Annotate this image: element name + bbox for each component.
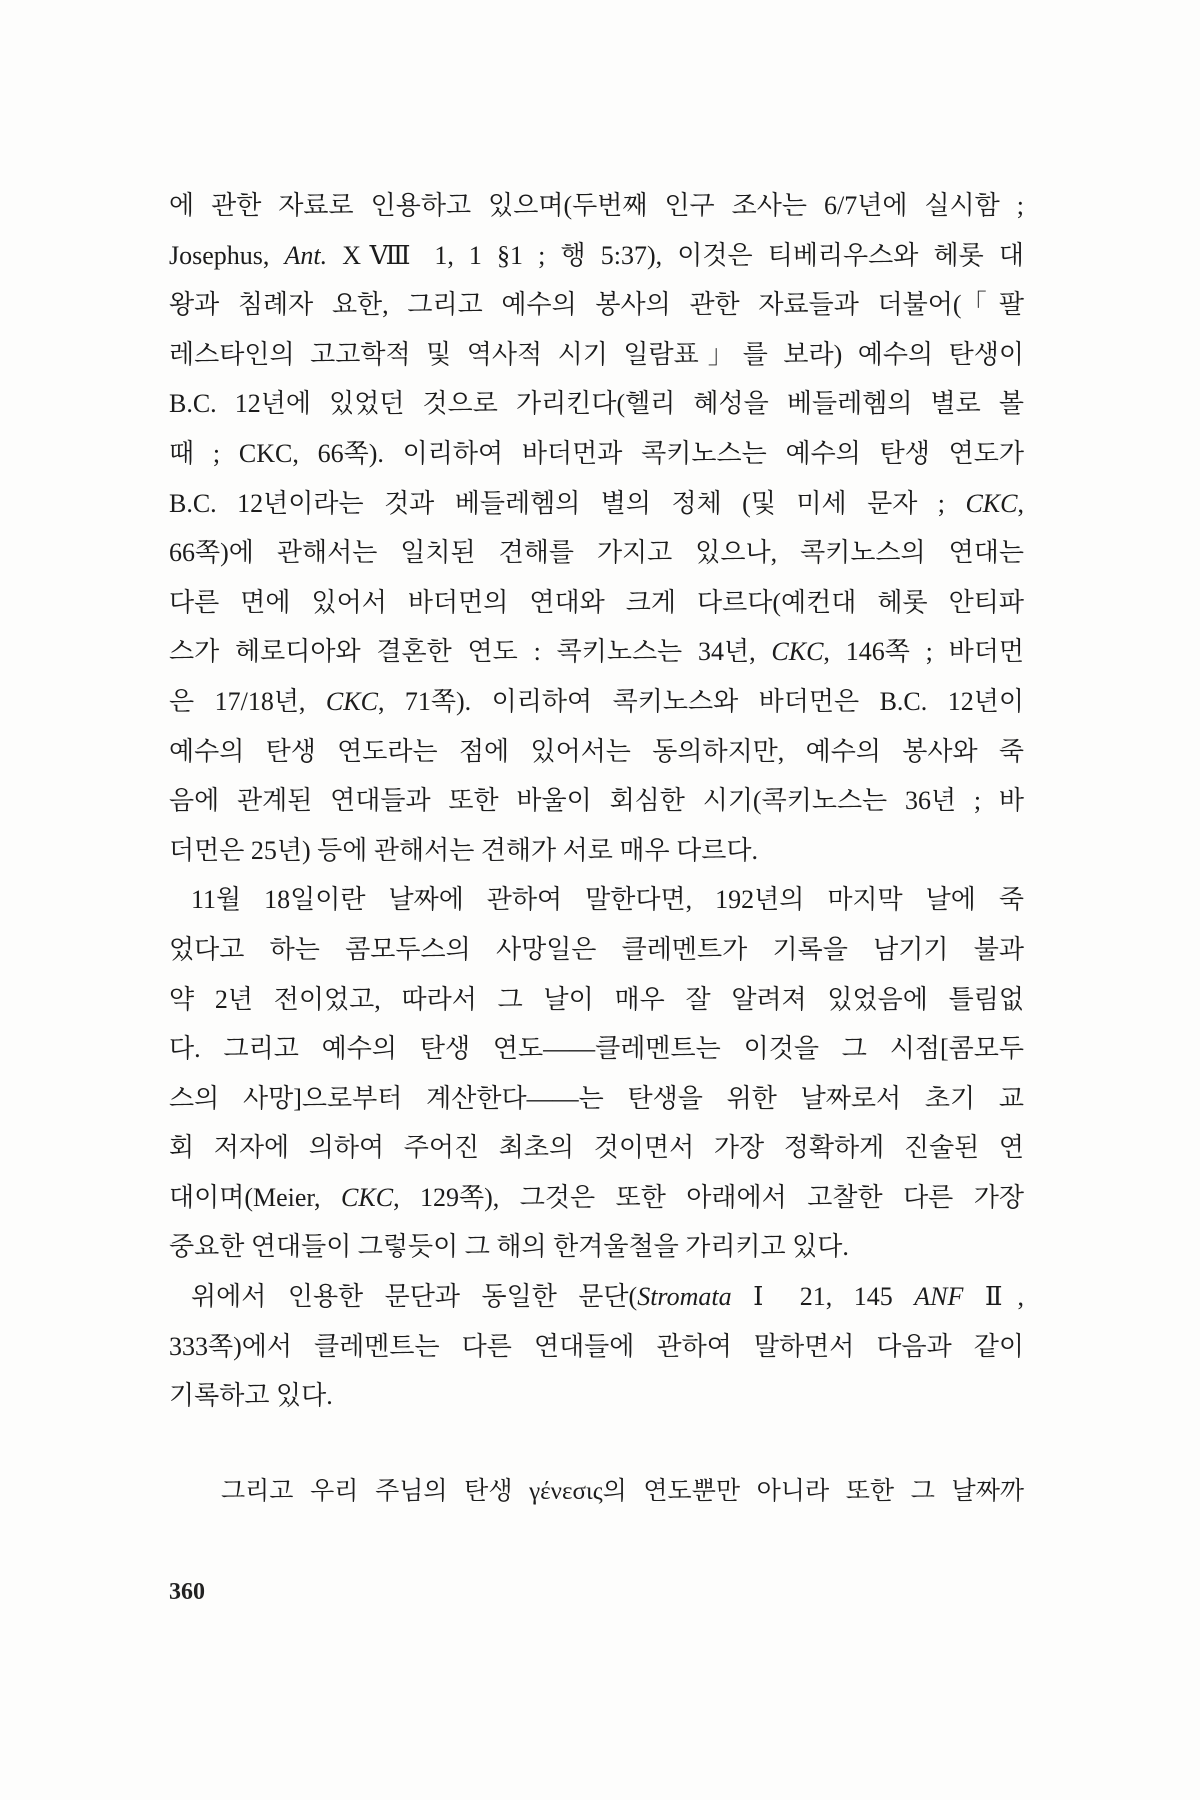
text-line [169, 1173, 1024, 1223]
italic-text-span: CKC [771, 637, 824, 667]
text-line [169, 1123, 1024, 1173]
text-line [169, 627, 1024, 677]
italic-text-span: Stromata [637, 1282, 732, 1312]
italic-text-span: CKC [341, 1182, 394, 1212]
text-span: 었다고 하는 콤모두스의 사망일은 클레멘트가 기록을 남기기 불과 [169, 934, 1024, 964]
text-span: 스의 사망]으로부터 계산한다——는 탄생을 위한 날짜로서 초기 교 [169, 1083, 1024, 1113]
text-span: 대이며(Meier, [169, 1182, 342, 1212]
text-line [169, 727, 1024, 777]
text-span: , 71쪽). 이리하여 콕키노스와 바더먼은 B.C. 12년이 [377, 686, 1024, 716]
text-span: 기록하고 있다. [169, 1381, 333, 1411]
text-span: Ⅱ, [963, 1282, 1024, 1312]
text-span: 그리고 우리 주님의 탄생 γένεσις의 연도뿐만 아니라 또한 그 날짜까 [221, 1478, 1024, 1505]
page-number: 360 [169, 1579, 205, 1605]
text-span: 다. 그리고 예수의 탄생 연도——클레멘트는 이것을 그 시점[콤모두 [169, 1034, 1024, 1064]
paragraph-continued [169, 181, 1024, 875]
text-span: 다른 면에 있어서 바더먼의 연대와 크게 다르다(예컨대 헤롯 안티파 [169, 587, 1024, 617]
text-span: 중요한 연대들이 그렇듯이 그 해의 한겨울철을 가리키고 있다. [169, 1232, 849, 1262]
italic-text-span: Ant. [284, 240, 328, 270]
text-span: 약 2년 전이었고, 따라서 그 날이 매우 잘 알려져 있었음에 틀림없 [169, 984, 1024, 1014]
text-span: 때 ; CKC, 66쪽). 이리하여 바더먼과 콕키노스는 예수의 탄생 연도가 [169, 438, 1024, 468]
text-line [169, 479, 1024, 529]
text-line [169, 578, 1024, 628]
text-line [169, 429, 1024, 479]
text-span: Ⅰ 21, 145 [731, 1282, 915, 1312]
text-span: 11월 18일이란 날짜에 관하여 말한다면, 192년의 마지막 날에 죽 [191, 885, 1024, 915]
text-span: 333쪽)에서 클레멘트는 다른 연대들에 관하여 말하면서 다음과 같이 [169, 1331, 1024, 1361]
text-line [169, 677, 1024, 727]
text-line [169, 1272, 1024, 1322]
text-line [169, 875, 1024, 925]
text-line [169, 1322, 1024, 1372]
text-span: 은 17/18년, [169, 686, 326, 716]
text-line [169, 330, 1024, 380]
italic-text-span: ANF [914, 1282, 964, 1312]
text-span: XⅧ 1, 1 §1 ; 행 5:37), 이것은 티베리우스와 헤롯 대 [327, 240, 1024, 270]
text-span: 에 관한 자료로 인용하고 있으며(두번째 인구 조사는 6/7년에 실시함 ; [169, 191, 1024, 220]
text-span: 회 저자에 의하여 주어진 최초의 것이면서 가장 정확하게 진술된 연 [169, 1133, 1024, 1163]
text-span: 66쪽)에 관해서는 일치된 견해를 가지고 있으나, 콕키노스의 연대는 [169, 538, 1024, 568]
text-line [169, 528, 1024, 578]
paragraph [169, 1272, 1024, 1421]
text-line [169, 280, 1024, 330]
text-span: 음에 관계된 연대들과 또한 바울이 회심한 시기(콕키노스는 36년 ; 바 [169, 786, 1024, 816]
text-span: 왕과 침례자 요한, 그리고 예수의 봉사의 관한 자료들과 더불어(「팔 [169, 290, 1024, 320]
text-span: Josephus, [169, 240, 285, 270]
paragraph [169, 875, 1024, 1272]
text-span: 스가 헤로디아와 결혼한 연도 : 콕키노스는 34년, [169, 637, 772, 667]
text-line [169, 925, 1024, 975]
text-span: B.C. 12년이라는 것과 베들레헴의 별의 정체 (및 미세 문자 ; [169, 488, 966, 518]
text-span: , 129쪽), 그것은 또한 아래에서 고찰한 다른 가장 [393, 1182, 1024, 1212]
text-line [169, 1371, 1024, 1421]
block-quote [221, 1467, 1024, 1517]
text-span: 위에서 인용한 문단과 동일한 문단( [191, 1282, 638, 1312]
text-span: , [1017, 488, 1024, 518]
text-span: 더먼은 25년) 등에 관해서는 견해가 서로 매우 다르다. [169, 835, 758, 865]
text-span: 예수의 탄생 연도라는 점에 있어서는 동의하지만, 예수의 봉사와 죽 [169, 736, 1024, 766]
text-line [169, 181, 1024, 231]
text-span: 레스타인의 고고학적 및 역사적 시기 일람표」를 보라) 예수의 탄생이 [169, 339, 1024, 369]
text-line [169, 975, 1024, 1025]
text-line [169, 776, 1024, 826]
text-line [169, 1074, 1024, 1124]
text-line [169, 1024, 1024, 1074]
text-line [169, 379, 1024, 429]
text-span: , 146쪽 ; 바더먼 [823, 637, 1024, 667]
text-line [169, 231, 1024, 281]
italic-text-span: CKC [325, 686, 378, 716]
italic-text-span: CKC [965, 488, 1018, 518]
body-text [169, 181, 1024, 1421]
text-line [169, 1222, 1024, 1272]
text-line [221, 1467, 1024, 1517]
text-span: B.C. 12년에 있었던 것으로 가리킨다(헬리 혜성을 베들레헴의 별로 볼 [169, 389, 1024, 419]
text-line [169, 826, 1024, 876]
